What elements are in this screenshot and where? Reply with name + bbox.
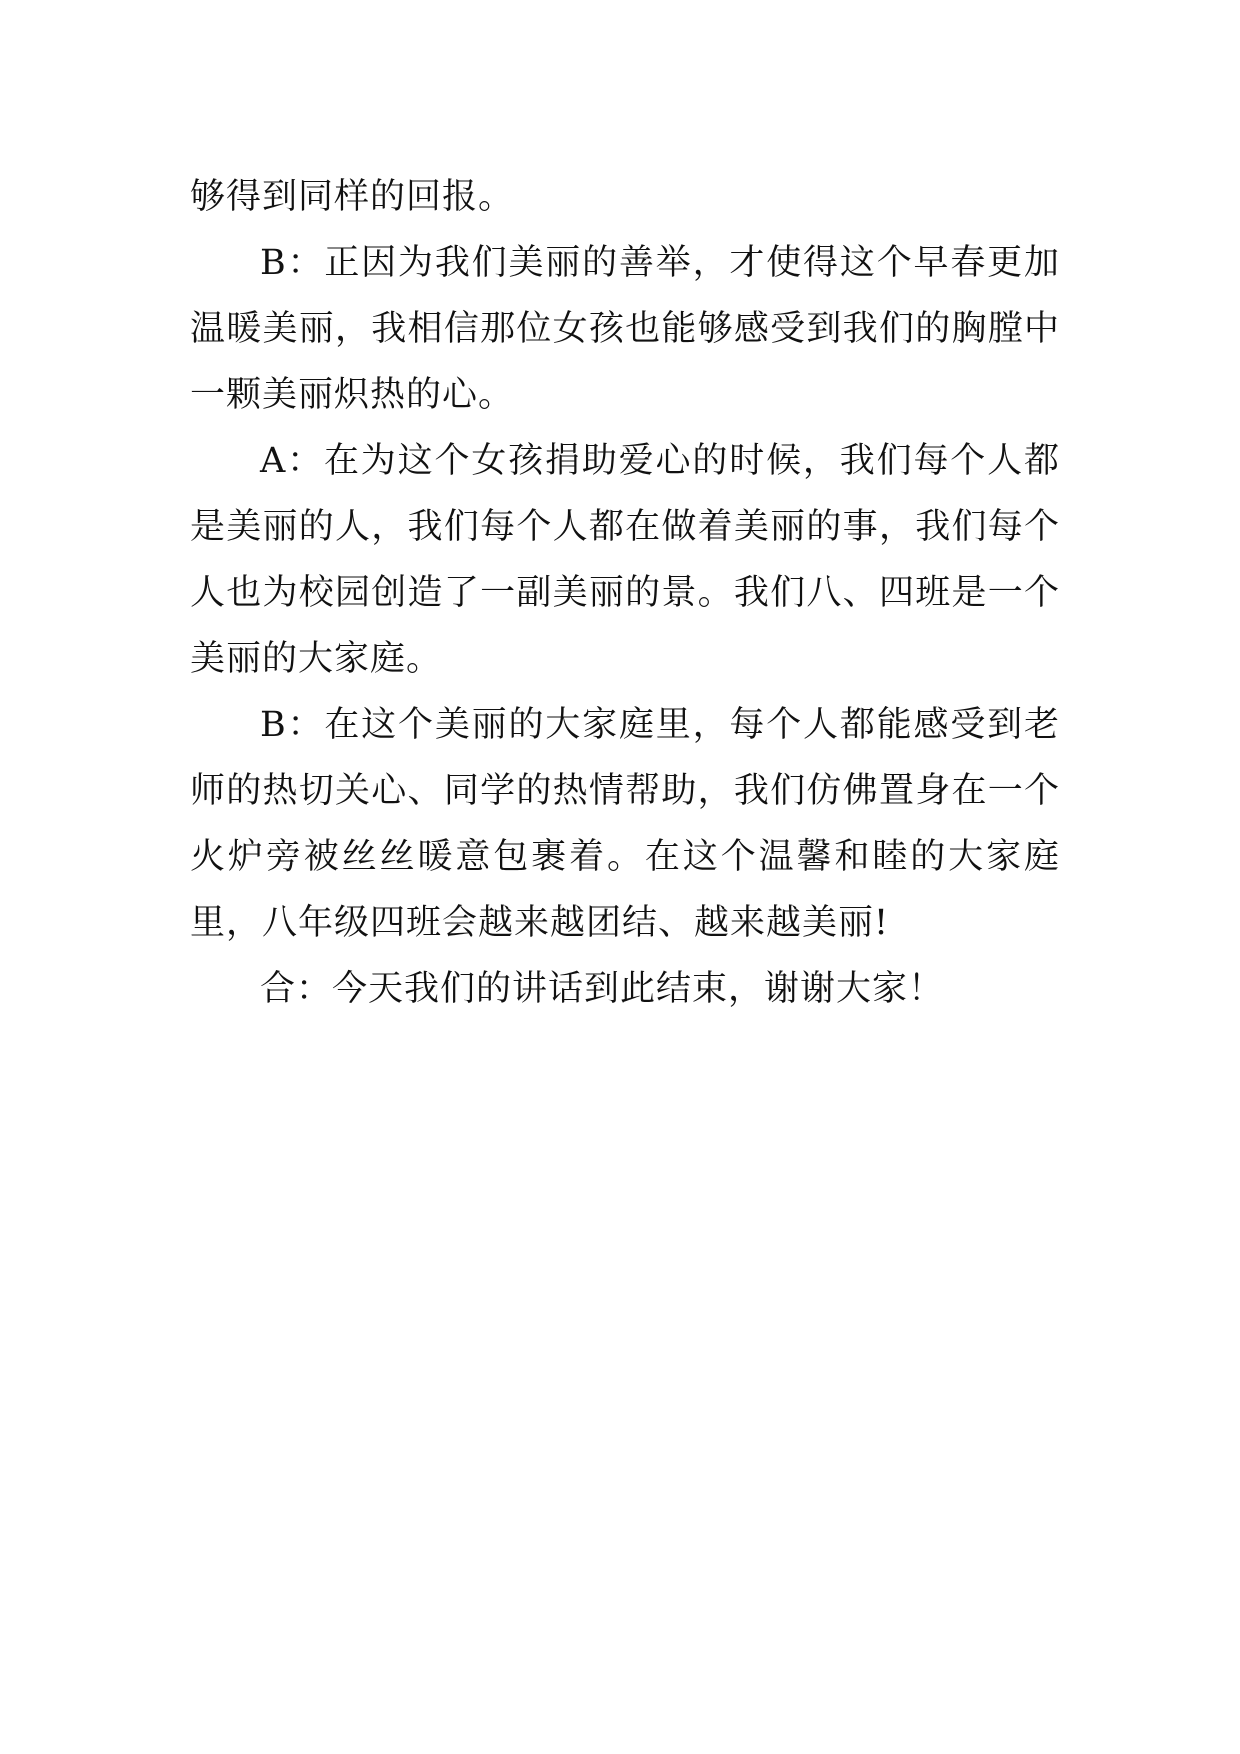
paragraph-speaker-b-2: B：在这个美丽的大家庭里，每个人都能感受到老师的热切关心、同学的热情帮助，我们仿佛置身在一个火炉旁被丝丝暖意包裹着。在这个温馨和睦的大家庭里，八年级四班会越来越团结、越来越美丽! (190, 705, 1060, 943)
document-body (190, 164, 1060, 1022)
paragraph-closing: 合：今天我们的讲话到此结束，谢谢大家！ (260, 969, 945, 1009)
paragraph-speaker-a: A：在为这个女孩捐助爱心的时候，我们每个人都是美丽的人，我们每个人都在做着美丽的事，我们每个人也为校园创造了一副美丽的景。我们八、四班是一个美丽的大家庭。 (190, 441, 1060, 679)
paragraph-continuation: 够得到同样的回报。 (190, 177, 515, 217)
paragraph-speaker-b-1: B：正因为我们美丽的善举，才使得这个早春更加温暖美丽，我相信那位女孩也能够感受到我们的胸膛中一颗美丽炽热的心。 (190, 243, 1060, 415)
